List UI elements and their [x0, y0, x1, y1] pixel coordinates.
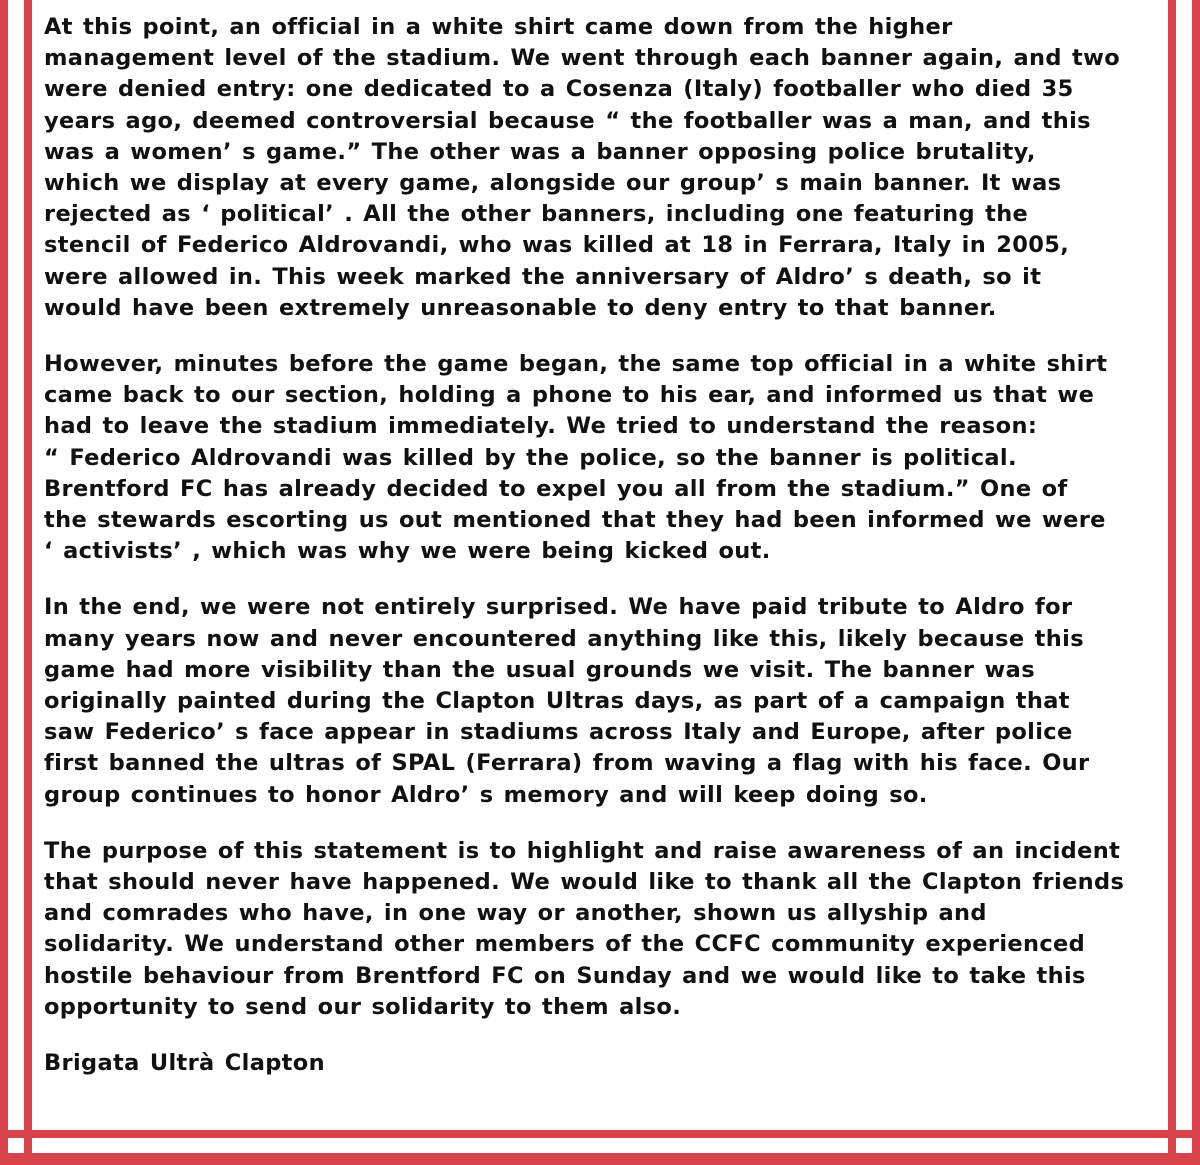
text-line: saw Federico’ s face appear in stadiums across Italy and Europe, after police — [44, 719, 1073, 746]
text-line: would have been extremely unreasonable to deny entry to that banner. — [44, 294, 997, 321]
text-line: and comrades who have, in one way or another, shown us allyship and — [44, 900, 987, 927]
signature: Brigata Ultrà Clapton — [44, 1050, 325, 1077]
text-line: that should never have happened. We would like to thank all the Clapton friends — [44, 869, 1125, 896]
text-line: were allowed in. This week marked the anniversary of Aldro’ s death, so it — [44, 263, 1042, 290]
text-line: hostile behaviour from Brentford FC on Sunday and we would like to take this — [44, 962, 1086, 989]
text-line: game had more visibility than the usual grounds we visit. The banner was — [44, 656, 1035, 683]
text-line: solidarity. We understand other members of the CCFC community experienced — [44, 931, 1086, 958]
text-line: the stewards escorting us out mentioned that they had been informed we were — [44, 507, 1106, 534]
text-line: rejected as ‘ political’ . All the other banners, including one featuring the — [44, 201, 1029, 228]
text-line: were denied entry: one dedicated to a Cosenza (Italy) footballer who died 35 — [44, 76, 1074, 103]
paragraph-banner-denial — [44, 12, 1164, 324]
text-line: Brentford FC has already decided to expel you all from the stadium.” One of — [44, 475, 1068, 502]
border-left-outer — [0, 0, 8, 1165]
border-right-outer — [1192, 0, 1200, 1165]
border-bottom-inner — [0, 1130, 1200, 1138]
text-line: which we display at every game, alongside our group’ s main banner. It was — [44, 170, 1062, 197]
paragraph-expulsion — [44, 349, 1164, 567]
text-line: In the end, we were not entirely surprised. We have paid tribute to Aldro for — [44, 594, 1073, 621]
text-line: management level of the stadium. We went through each banner again, and two — [44, 45, 1121, 72]
text-line: group continues to honor Aldro’ s memory and will keep doing so. — [44, 781, 928, 808]
text-line: “ Federico Aldrovandi was killed by the police, so the banner is political. — [44, 444, 1017, 471]
paragraph-tribute — [44, 592, 1164, 810]
text-line: many years now and never encountered anything like this, likely because this — [44, 625, 1084, 652]
border-left-inner — [24, 0, 32, 1165]
border-right-inner — [1168, 0, 1176, 1165]
statement-body — [44, 12, 1164, 1079]
border-bottom-outer — [0, 1153, 1200, 1165]
paragraph-purpose — [44, 836, 1164, 1023]
text-line: came back to our section, holding a phone to his ear, and informed us that we — [44, 382, 1095, 409]
text-line: had to leave the stadium immediately. We tried to understand the reason: — [44, 413, 1038, 440]
text-line: first banned the ultras of SPAL (Ferrara) from waving a flag with his face. Our — [44, 750, 1090, 777]
text-line: originally painted during the Clapton Ultras days, as part of a campaign that — [44, 688, 1070, 715]
text-line: At this point, an official in a white shirt came down from the higher — [44, 14, 953, 40]
text-line: The purpose of this statement is to highlight and raise awareness of an incident — [44, 837, 1121, 864]
text-line: stencil of Federico Aldrovandi, who was killed at 18 in Ferrara, Italy in 2005, — [44, 232, 1070, 259]
text-line: However, minutes before the game began, the same top official in a white shirt — [44, 351, 1108, 378]
text-line: ‘ activists’ , which was why we were being kicked out. — [44, 538, 771, 565]
text-line: opportunity to send our solidarity to them also. — [44, 993, 682, 1020]
text-line: was a women’ s game.” The other was a banner opposing police brutality, — [44, 138, 1036, 165]
text-line: years ago, deemed controversial because “ the footballer was a man, and this — [44, 107, 1091, 134]
